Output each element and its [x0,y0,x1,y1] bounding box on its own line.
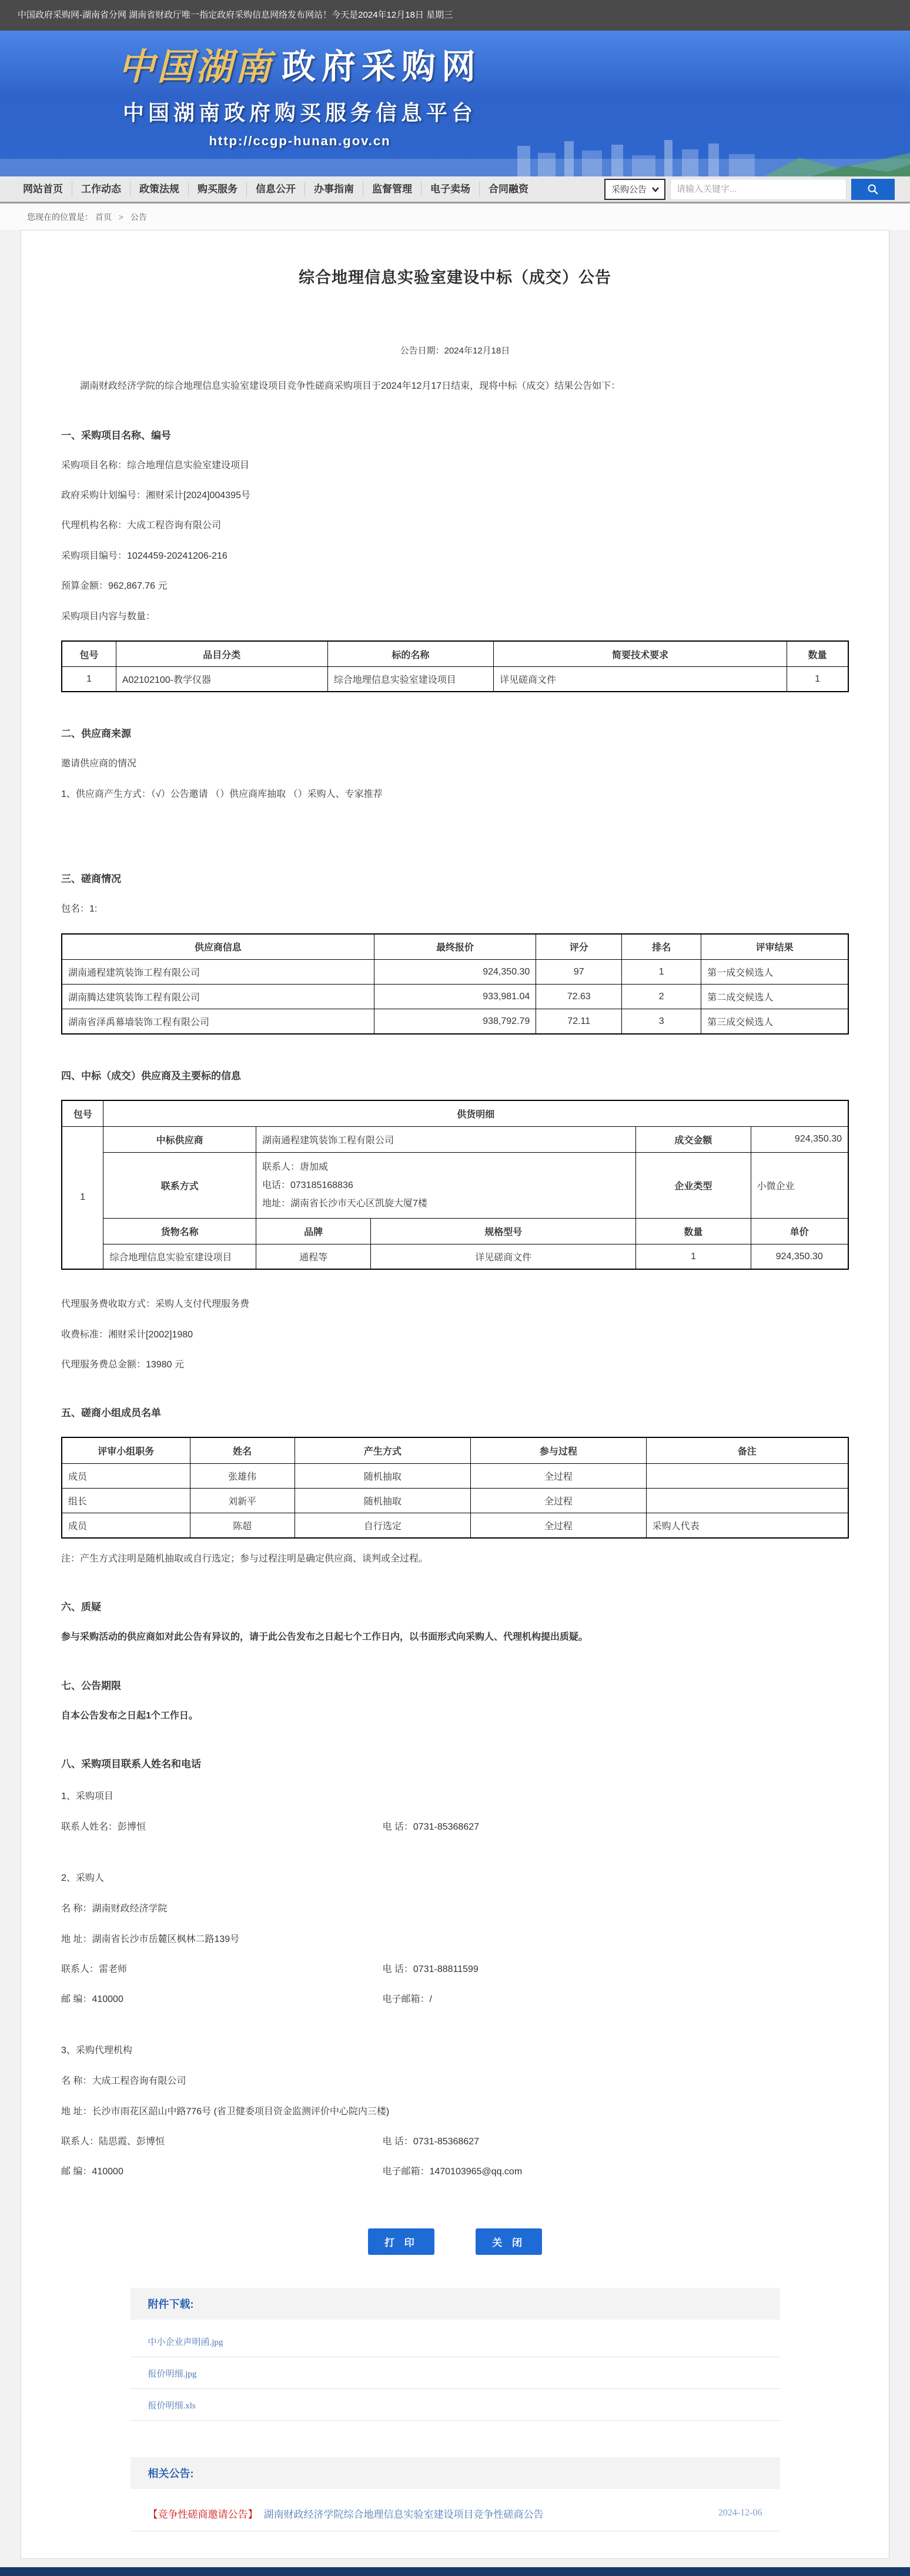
section-3-heading: 三、磋商情况 [61,873,121,885]
content-quantity-line: 采购项目内容与数量： [61,611,156,622]
th-name: 姓名 [190,1437,295,1463]
main-nav [0,176,910,203]
cell-participation: 全过程 [471,1463,646,1488]
th-enterprise-type-label: 企业类型 [636,1152,751,1219]
chevron-down-icon [651,186,660,192]
table-row [62,1463,848,1488]
section-8-heading: 八、采购项目联系人姓名和电话 [61,1759,201,1770]
negotiation-result-table [61,933,849,1035]
cell-brand: 通程等 [256,1244,370,1270]
package-name-line: 包名：1: [61,904,98,915]
cell-qty: 1 [636,1244,751,1270]
th-winner-label: 中标供应商 [103,1126,256,1152]
purchaser-contact-name: 联系人：雷老师 [61,1964,128,1974]
th-quantity: 数量 [787,641,848,667]
table-row [62,1126,848,1152]
cell-result: 第三成交候选人 [701,1009,848,1035]
related-title: 相关公告: [131,2457,780,2489]
th-rank: 排名 [622,934,701,960]
cell-supplier: 湖南通程建筑装饰工程有限公司 [62,960,374,985]
related-announcement-row [131,2495,780,2531]
search-button[interactable] [851,179,895,200]
cell-method: 自行选定 [295,1513,471,1538]
cell-package: 1 [62,667,116,692]
nav-item-purchase-service[interactable]: 购买服务 [189,182,247,197]
breadcrumb-prefix: 您现在的位置是： [27,212,93,222]
th-requirements: 简要技术要求 [494,641,787,667]
cell-method: 随机抽取 [295,1488,471,1513]
banner-text [59,46,541,149]
objection-paragraph: 参与采购活动的供应商如对此公告有异议的，请于此公告发布之日起七个工作日内，以书面形式向采购人、代理机构提出质疑。 [61,1632,588,1643]
agency-email: 电子邮箱：1470103965@qq.com [382,2167,523,2177]
purchaser-contact-phone: 电 话：0731-88811599 [382,1964,479,1974]
cell-contact [256,1152,635,1219]
cell-score: 72.63 [536,985,622,1009]
cell-quantity: 1 [787,667,848,692]
contact-phone-line: 电话：073185168836 [262,1180,353,1190]
table-row [62,1009,848,1035]
th-goods-name: 货物名称 [103,1219,256,1244]
cell-requirements: 详见磋商文件 [494,667,787,692]
attachments-title: 附件下载: [131,2288,780,2320]
cell-remark: 采购人代表 [646,1513,848,1538]
agency-contact-name: 联系人：陆思霞、彭博恒 [61,2136,165,2147]
breadcrumb [0,203,910,230]
section-5-heading: 五、磋商小组成员名单 [61,1407,161,1419]
cell-role: 成员 [62,1513,190,1538]
cell-unit-price: 924,350.30 [751,1244,848,1270]
cell-participation: 全过程 [471,1513,646,1538]
cell-amount: 924,350.30 [751,1126,848,1152]
th-brand: 品牌 [256,1219,370,1244]
related-announcement-date: 2024-12-06 [718,2508,762,2518]
nav-item-contract-finance[interactable]: 合同融资 [489,183,528,195]
fee-standard-line: 收费标准：湘财采计[2002]1980 [61,1329,193,1340]
cell-rank: 1 [622,960,701,985]
cell-package-no: 1 [62,1126,103,1269]
th-selection-method: 产生方式 [295,1437,471,1463]
project-contact-phone: 电 话：0731-85368627 [382,1822,480,1833]
th-spec-model: 规格型号 [371,1219,636,1244]
th-qty: 数量 [636,1219,751,1244]
th-contact-label: 联系方式 [103,1152,256,1219]
intro-paragraph: 湖南财政经济学院的综合地理信息实验室建设项目竞争性磋商采购项目于2024年12月17日结束，现将中标（成交）结果公告如下： [80,381,621,391]
nav-item-guide[interactable]: 办事指南 [305,182,363,197]
budget-line: 预算金额：962,867.76 元 [61,581,168,592]
purchaser-name: 名 称：湖南财政经济学院 [61,1904,168,1914]
nav-item-supervision[interactable]: 监督管理 [363,182,421,197]
table-row [62,985,848,1009]
table-row [62,960,848,985]
cell-winner: 湖南通程建筑装饰工程有限公司 [256,1126,635,1152]
th-package: 包号 [62,641,116,667]
search-area [604,179,903,200]
section-7-heading: 七、公告期限 [61,1680,121,1691]
cell-score: 97 [536,960,622,985]
purchaser-address: 地 址：湖南省长沙市岳麓区枫林二路139号 [61,1934,240,1944]
breadcrumb-separator: > [118,212,123,222]
contact-address-line: 地址：湖南省长沙市天心区凯旋大厦7楼 [262,1198,427,1209]
cell-supplier: 湖南腾达建筑装饰工程有限公司 [62,985,374,1009]
site-notice-bar [0,0,910,31]
breadcrumb-home-link[interactable]: 首页 [95,212,112,222]
page-title: 综合地理信息实验室建设中标（成交）公告 [299,269,611,286]
contact-row [61,2135,849,2148]
agency-name-line: 代理机构名称：大成工程咨询有限公司 [61,520,222,531]
th-unit-price: 单价 [751,1219,848,1244]
cell-name: 张雄伟 [190,1463,295,1488]
th-subject: 标的名称 [327,641,493,667]
agency-fee-method-line: 代理服务费收取方式：采购人支付代理服务费 [61,1299,250,1310]
search-category-select[interactable] [604,179,665,200]
panel-note-line: 注：产生方式注明是随机抽取或自行选定；参与过程注明是确定供应商、谈判或全过程。 [61,1553,429,1564]
cell-role: 成员 [62,1463,190,1488]
search-input[interactable] [670,179,847,200]
th-package: 包号 [62,1100,103,1126]
th-panel-role: 评审小组职务 [62,1437,190,1463]
cell-supplier: 湖南省泽禹幕墙装饰工程有限公司 [62,1009,374,1035]
agency-contact-phone: 电 话：0731-85368627 [382,2136,480,2147]
cell-offer: 938,792.79 [374,1009,536,1035]
close-button[interactable]: 关 闭 [476,2228,542,2255]
banner-subtitle: 中国湖南政府购买服务信息平台 [122,101,477,125]
cell-name: 陈超 [190,1513,295,1538]
th-participation: 参与过程 [471,1437,646,1463]
related-announcements-box [131,2457,780,2535]
invite-suppliers-line: 邀请供应商的情况 [61,759,137,769]
site-logo-title: 政府采购网 [282,48,482,86]
nav-item-home[interactable]: 网站首页 [14,182,72,197]
nav-item-work-news[interactable]: 工作动态 [72,182,131,197]
table-subheader-row [62,1219,848,1244]
cell-category: A02102100-教学仪器 [116,667,327,692]
banner-url: http://ccgp-hunan.gov.cn [209,134,391,148]
cell-remark [646,1463,848,1488]
cell-name: 刘新平 [190,1488,295,1513]
site-banner [0,31,910,176]
table-row [62,1488,848,1513]
section-6-heading: 六、质疑 [61,1601,101,1613]
cell-role: 组长 [62,1488,190,1513]
cell-offer: 933,981.04 [374,985,536,1009]
contact-group-3-label: 3、采购代理机构 [61,2045,132,2056]
announcement-period-paragraph: 自本公告发布之日起1个工作日。 [61,1710,198,1721]
table-row [62,667,848,692]
contact-row [61,1993,849,2006]
project-name-line: 采购项目名称：综合地理信息实验室建设项目 [61,460,250,471]
print-button[interactable]: 打 印 [368,2228,434,2255]
cell-result: 第一成交候选人 [701,960,848,985]
nav-item-info-disclosure[interactable]: 信息公开 [247,182,305,197]
cell-offer: 924,350.30 [374,960,536,985]
contact-person-line: 联系人：唐加威 [262,1162,328,1172]
agency-fee-total-line: 代理服务费总金额：13980 元 [61,1359,184,1370]
agency-address: 地 址：长沙市雨花区韶山中路776号 (省卫健委项目资金监测评价中心院内三楼) [61,2106,390,2117]
cell-participation: 全过程 [471,1488,646,1513]
attachment-link[interactable]: 报价明细.jpg [131,2357,780,2389]
th-supplier-info: 供应商信息 [62,934,374,960]
breadcrumb-current[interactable]: 公告 [130,212,147,222]
section-4-heading: 四、中标（成交）供应商及主要标的信息 [61,1070,241,1082]
table-header-row [62,641,848,667]
related-announcement-tag: 【竞争性磋商邀请公告】 [148,2508,258,2520]
table-header-row [62,934,848,960]
contact-group-2-label: 2、采购人 [61,1873,104,1883]
cell-spec-model: 详见磋商文件 [371,1244,636,1270]
th-final-offer: 最终报价 [374,934,536,960]
agency-name: 名 称：大成工程咨询有限公司 [61,2076,186,2087]
search-category-value: 采购公告 [611,185,647,195]
nav-item-e-mall[interactable]: 电子卖场 [421,182,480,197]
contact-group-1-label: 1、采购项目 [61,1791,113,1802]
th-amount-label: 成交金额 [636,1126,751,1152]
panel-members-table [61,1437,849,1539]
th-remark: 备注 [646,1437,848,1463]
contact-row [61,1821,849,1834]
section-2-heading: 二、供应商来源 [61,728,131,740]
cell-score: 72.11 [536,1009,622,1035]
contact-row [61,2165,849,2178]
agency-zip: 邮 编：410000 [61,2167,123,2177]
cell-subject: 综合地理信息实验室建设项目 [327,667,493,692]
related-announcement-link[interactable]: 湖南财政经济学院综合地理信息实验室建设项目竞争性磋商公告 [263,2508,544,2520]
cell-enterprise-type: 小微企业 [751,1152,848,1219]
logo-calligraphy: 中国湖南 [118,48,273,88]
cell-rank: 2 [622,985,701,1009]
publish-date: 公告日期：2024年12月18日 [400,346,510,356]
plan-number-line: 政府采购计划编号：湘财采计[2024]004395号 [61,490,250,500]
attachment-link[interactable]: 报价明细.xls [131,2389,780,2421]
table-header-row [62,1100,848,1126]
action-buttons [61,2228,849,2255]
th-score: 评分 [536,934,622,960]
purchaser-email: 电子邮箱：/ [382,1994,432,2005]
supplier-source-line: 1、供应商产生方式：（√）公告邀请 （）供应商库抽取 （）采购人、专家推荐 [61,789,383,799]
table-row [62,1513,848,1538]
table-row [62,1244,848,1270]
announcement-page [21,230,889,2559]
attachments-box [131,2288,780,2424]
site-notice-text: 中国政府采购网-湖南省分网 湖南省财政厅唯一指定政府采购信息网络发布网站！今天是2024年12月18日 星期三 [18,10,453,20]
table-row [62,1152,848,1219]
cell-goods-name: 综合地理信息实验室建设项目 [103,1244,256,1270]
contact-row [61,1963,849,1976]
cell-rank: 3 [622,1009,701,1035]
th-supply-detail: 供货明细 [103,1100,848,1126]
attachment-link[interactable]: 中小企业声明函.jpg [131,2325,780,2357]
search-icon [866,183,879,196]
procurement-items-table [61,640,849,693]
purchaser-zip: 邮 编：410000 [61,1994,123,2005]
project-number-line: 采购项目编号：1024459-20241206-216 [61,550,228,561]
section-1-heading: 一、采购项目名称、编号 [61,429,171,441]
award-detail-table [61,1100,849,1270]
cell-remark [646,1488,848,1513]
cell-result: 第二成交候选人 [701,985,848,1009]
footer-bar [0,2567,910,2576]
project-contact-name: 联系人姓名：彭博恒 [61,1822,146,1833]
cell-method: 随机抽取 [295,1463,471,1488]
th-review-result: 评审结果 [701,934,848,960]
table-header-row [62,1437,848,1463]
nav-item-policies[interactable]: 政策法规 [131,182,189,197]
th-category: 品目分类 [116,641,327,667]
